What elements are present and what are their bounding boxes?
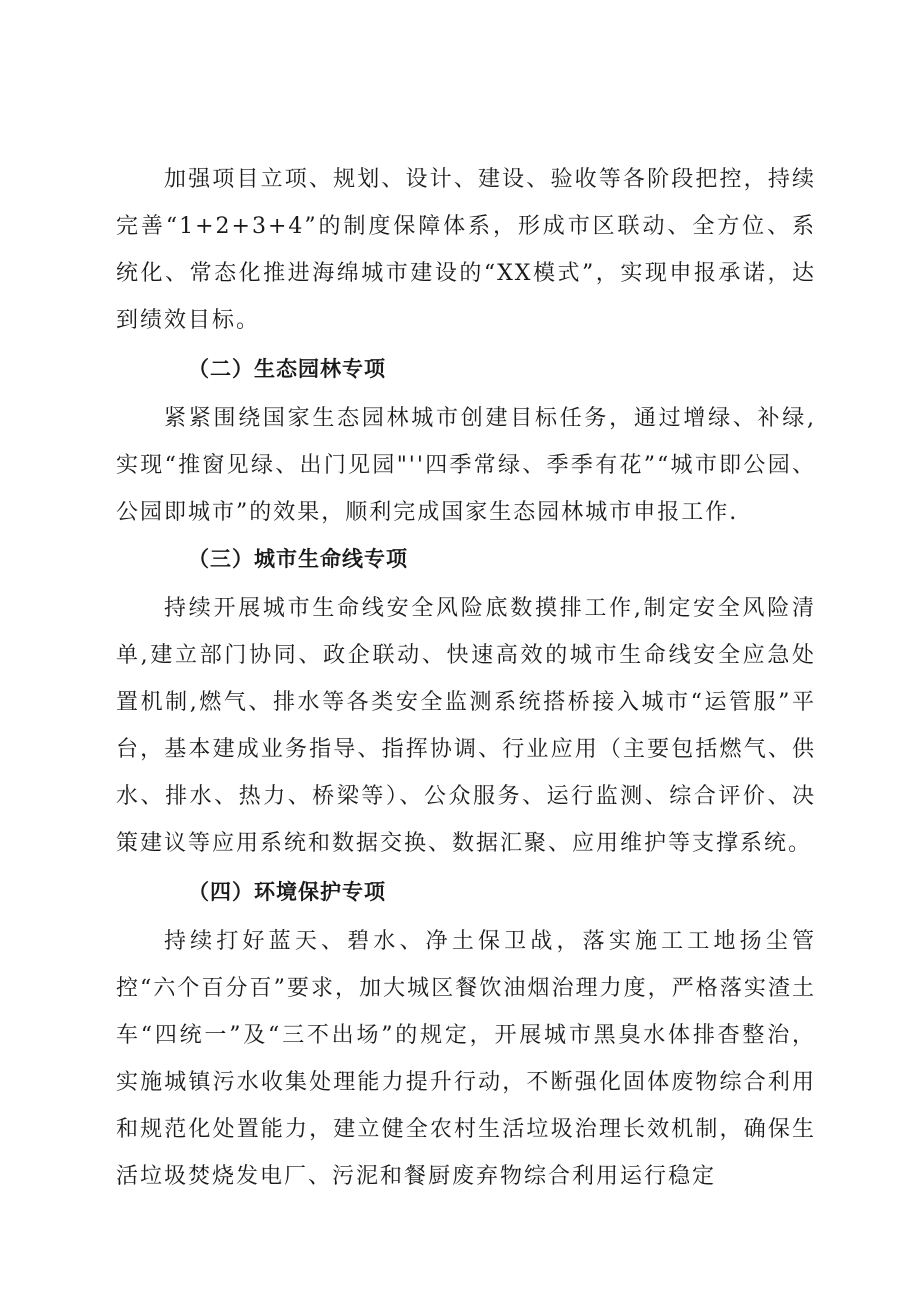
paragraph-eco-garden: 紧紧围绕国家生态园林城市创建目标任务，通过增绿、补绿,实现“推窗见绿、出门见园"''四季常绿、季季有花”“城市即公园、公园即城市”的效果，顺利完成国家生态园林城市申报工作. [116,406,816,525]
heading-city-lifeline: （三）城市生命线专项 [188,547,408,571]
heading-environment: （四）环境保护专项 [188,880,386,904]
paragraph-environment: 持续打好蓝天、碧水、净土保卫战，落实施工工地扬尘管控“六个百分百”要求，加大城区餐饮油烟治理力度，严格落实渣土车“四统一”及“三不出场”的规定，开展城市黑臭水体排杳整治，实施城镇污水收集处理能力提升行动，不断强化固体废物综合利用和规范化处置能力，建立健全农村生活垃圾治理长效机制，确保生活垃圾焚烧发电厂、污泥和餐厨废弃物综合利用运行稳定 [116,929,816,1189]
heading-eco-garden: （二）生态园林专项 [188,357,386,381]
paragraph-city-lifeline: 持续开展城市生命线安全风险底数摸排工作,制定安全风险清单,建立部门协同、政企联动、快速高效的城市生命线安全应急处置机制,燃气、排水等各类安全监测系统搭桥接入城市“运管服”平台，基本建成业务指导、指挥协调、行业应用（主要包括燃气、供水、排水、热力、桥梁等）、公众服务、运行监测、综合评价、决策建议等应用系统和数据交换、数据汇聚、应用维护等支撑系统。 [116,596,816,856]
paragraph-sponge-city: 加强项目立项、规划、设计、建设、验收等各阶段把控，持续完善“1+2+3+4”的制度保障体系，形成市区联动、全方位、系统化、常态化推进海绵城市建设的“XX模式”，实现申报承诺，达到绩效目标。 [116,167,816,333]
